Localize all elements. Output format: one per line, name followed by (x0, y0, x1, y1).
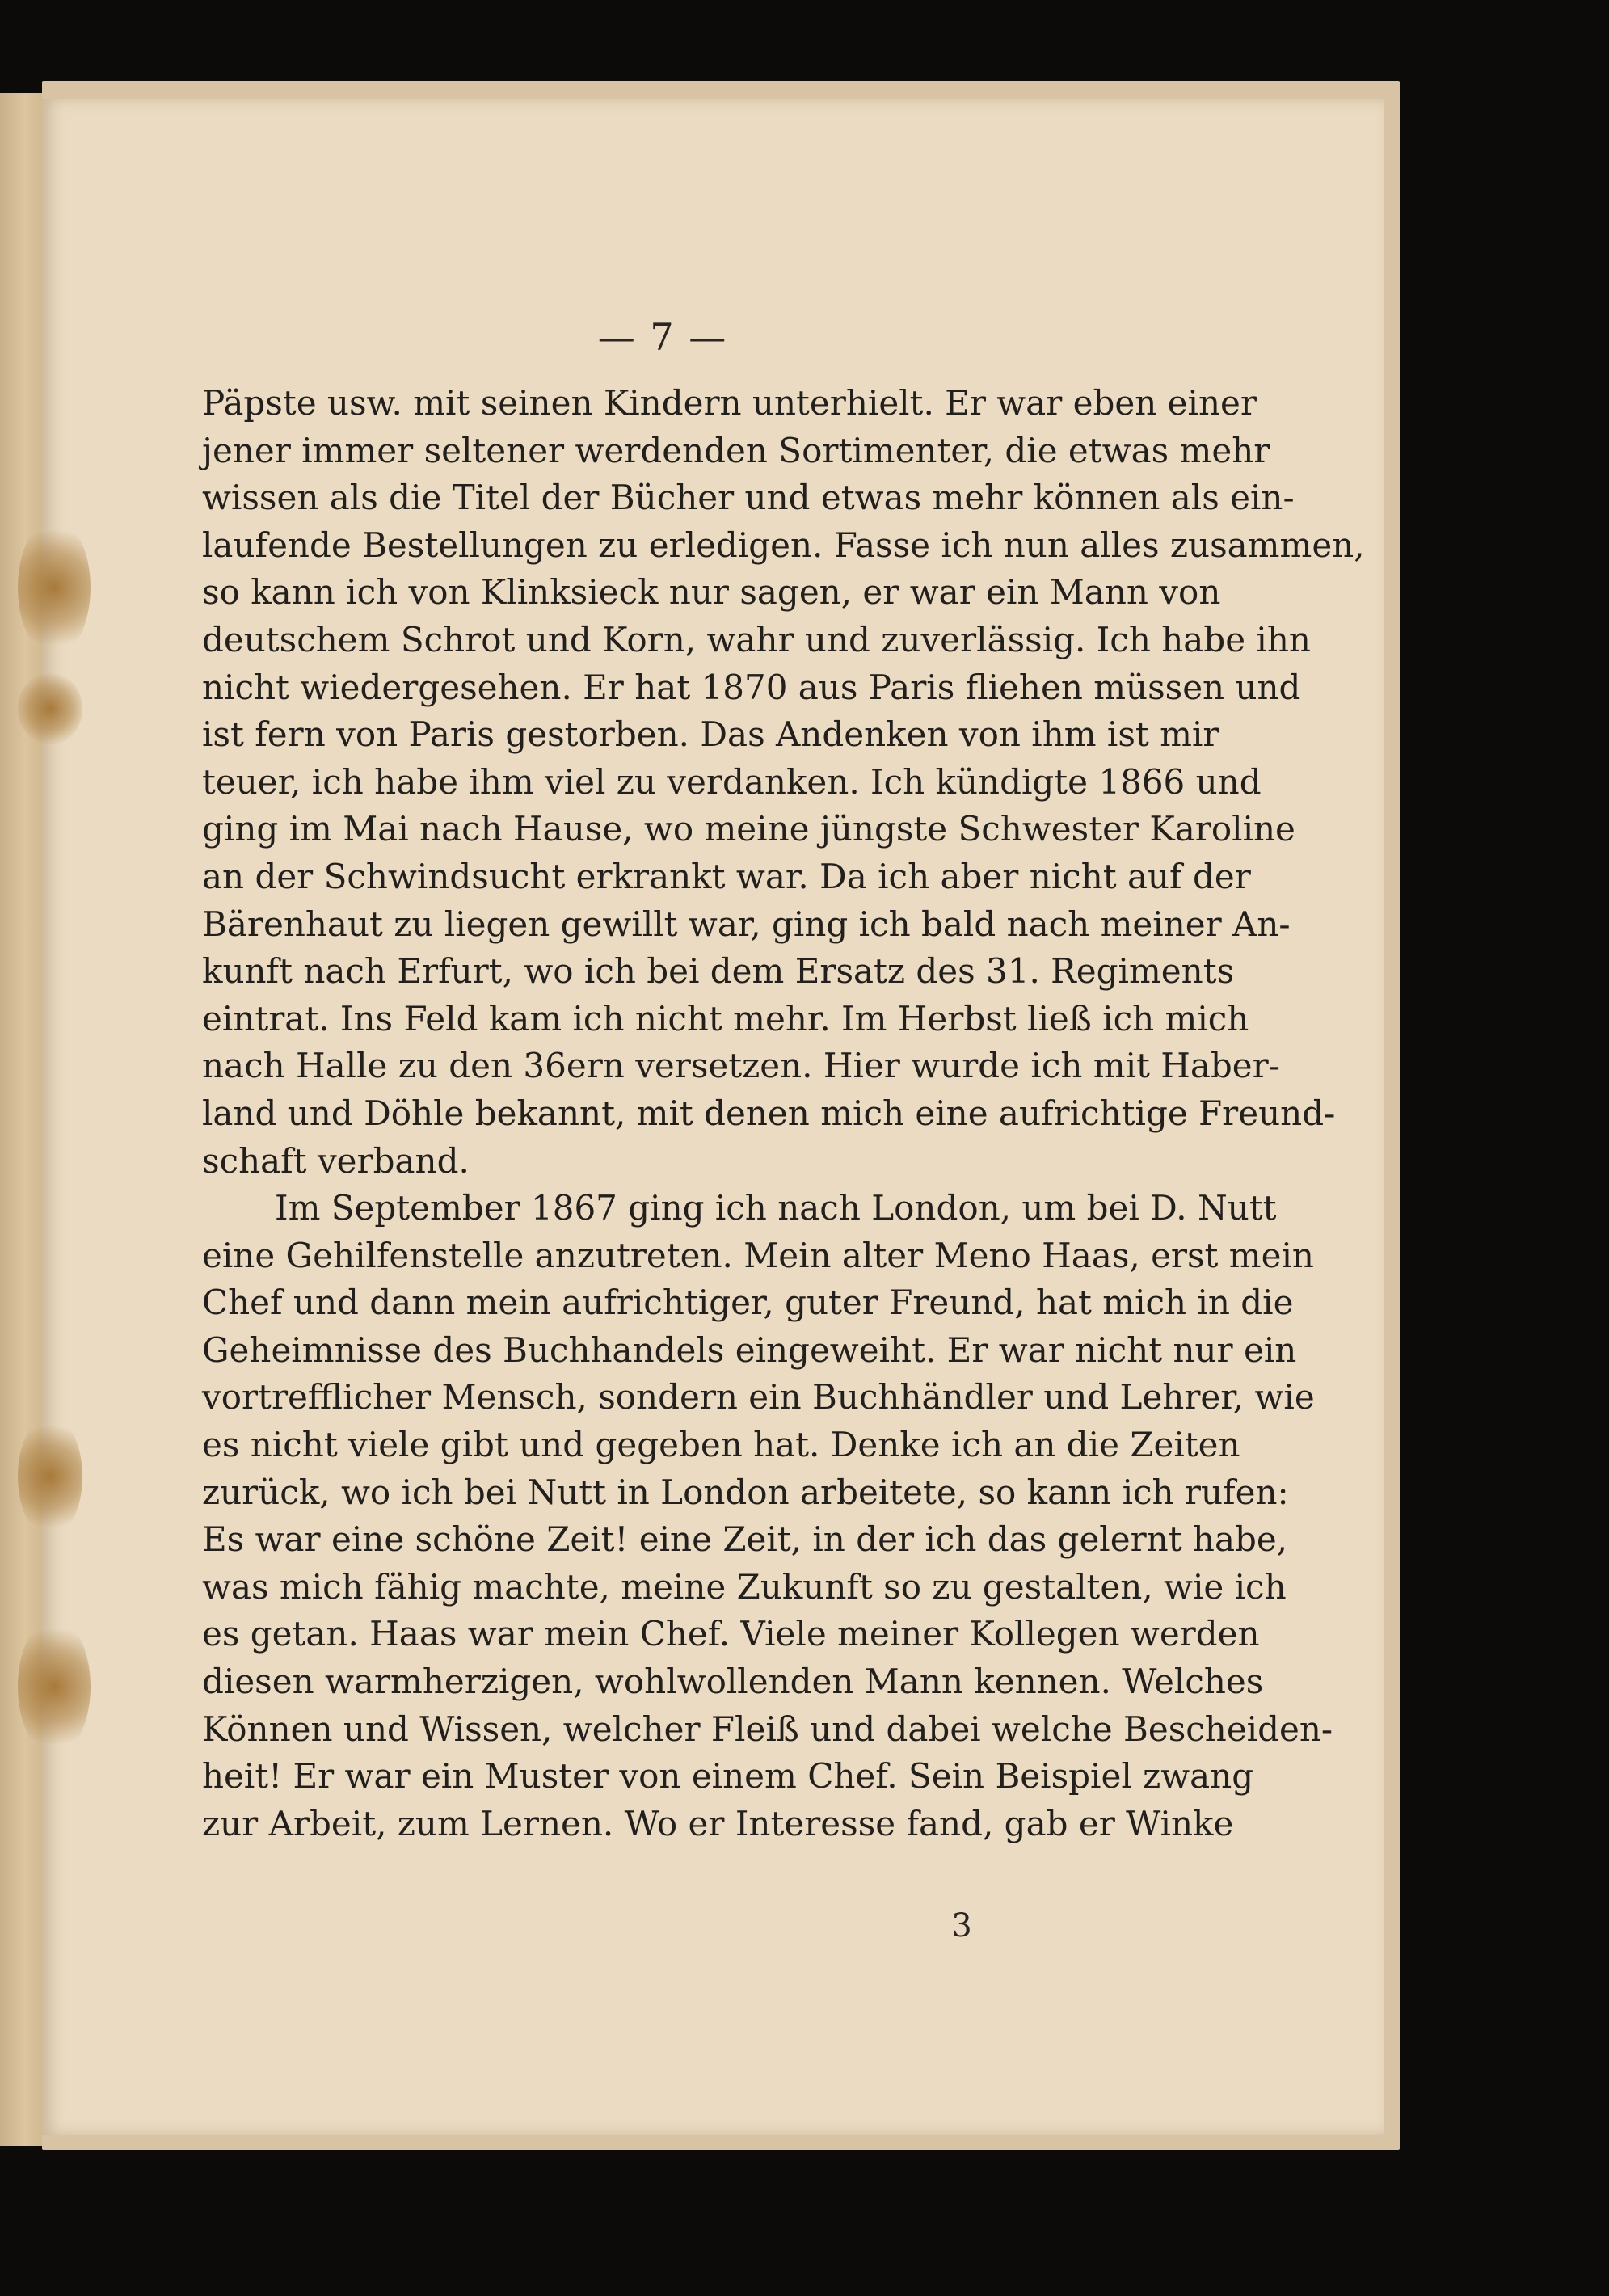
text-line: ging im Mai nach Hause, wo meine jüngste Schwester Karoline (202, 809, 1295, 849)
text-line: so kann ich von Klinksieck nur sagen, er war ein Mann von (202, 572, 1221, 613)
text-line: land und Döhle bekannt, mit denen mich eine aufrichtige Freund- (202, 1093, 1336, 1133)
text-line: heit! Er war ein Muster von einem Chef. Sein Beispiel zwang (202, 1756, 1254, 1797)
text-line: Päpste usw. mit seinen Kindern unterhielt. Er war eben einer (202, 383, 1257, 423)
left-page-edge (0, 93, 42, 2146)
text-line: jener immer seltener werdenden Sortimenter, die etwas mehr (202, 430, 1270, 470)
text-line: nicht wiedergesehen. Er hat 1870 aus Paris fliehen müssen und (202, 667, 1301, 707)
signature-mark: 3 (951, 1907, 972, 1944)
text-line: wissen als die Titel der Bücher und etwas mehr können als ein- (202, 478, 1295, 518)
text-line: es nicht viele gibt und gegeben hat. Denke ich an die Zeiten (202, 1425, 1240, 1465)
paragraph-start-line: Im September 1867 ging ich nach London, um bei D. Nutt (275, 1188, 1277, 1228)
text-line: Geheimnisse des Buchhandels eingeweiht. Er war nicht nur ein (202, 1329, 1297, 1370)
text-line: was mich fähig machte, meine Zukunft so zu gestalten, wie ich (202, 1566, 1287, 1607)
text-line: nach Halle zu den 36ern versetzen. Hier wurde ich mit Haber- (202, 1046, 1280, 1086)
water-stain (18, 1618, 91, 1755)
text-line: eintrat. Ins Feld kam ich nicht mehr. Im Herbst ließ ich mich (202, 998, 1249, 1038)
water-stain (18, 1416, 82, 1537)
water-stain (18, 519, 91, 656)
text-line: diesen warmherzigen, wohlwollenden Mann kennen. Welches (202, 1662, 1264, 1702)
text-line: eine Gehilfenstelle anzutreten. Mein alter Meno Haas, erst mein (202, 1235, 1314, 1275)
text-line: Bärenhaut zu liegen gewillt war, ging ich bald nach meiner An- (202, 904, 1291, 944)
text-line: teuer, ich habe ihm viel zu verdanken. Ich kündigte 1866 und (202, 761, 1262, 802)
text-line: kunft nach Erfurt, wo ich bei dem Ersatz des 31. Regiments (202, 951, 1235, 992)
text-line: Können und Wissen, welcher Fleiß und dabei welche Bescheiden- (202, 1708, 1333, 1749)
text-line: es getan. Haas war mein Chef. Viele meiner Kollegen werden (202, 1614, 1260, 1654)
body-text (202, 380, 1365, 1847)
text-line: deutschem Schrot und Korn, wahr und zuverlässig. Ich habe ihn (202, 619, 1311, 659)
text-line: Chef und dann mein aufrichtiger, guter Freund, hat mich in die (202, 1283, 1294, 1323)
text-line: vortrefflicher Mensch, sondern ein Buchhändler und Lehrer, wie (202, 1377, 1315, 1418)
text-line: Es war eine schöne Zeit! eine Zeit, in der ich das gelernt habe, (202, 1519, 1288, 1560)
text-line: zurück, wo ich bei Nutt in London arbeitete, so kann ich rufen: (202, 1472, 1289, 1512)
text-line: ist fern von Paris gestorben. Das Andenken von ihm ist mir (202, 714, 1219, 755)
text-line: schaft verband. (202, 1140, 470, 1181)
text-line: laufende Bestellungen zu erledigen. Fasse ich nun alles zusammen, (202, 524, 1365, 565)
text-line: zur Arbeit, zum Lernen. Wo er Interesse fand, gab er Winke (202, 1803, 1234, 1843)
page-number: — 7 — (597, 315, 728, 359)
text-line: an der Schwindsucht erkrankt war. Da ich aber nicht auf der (202, 856, 1251, 896)
water-stain (18, 672, 82, 745)
